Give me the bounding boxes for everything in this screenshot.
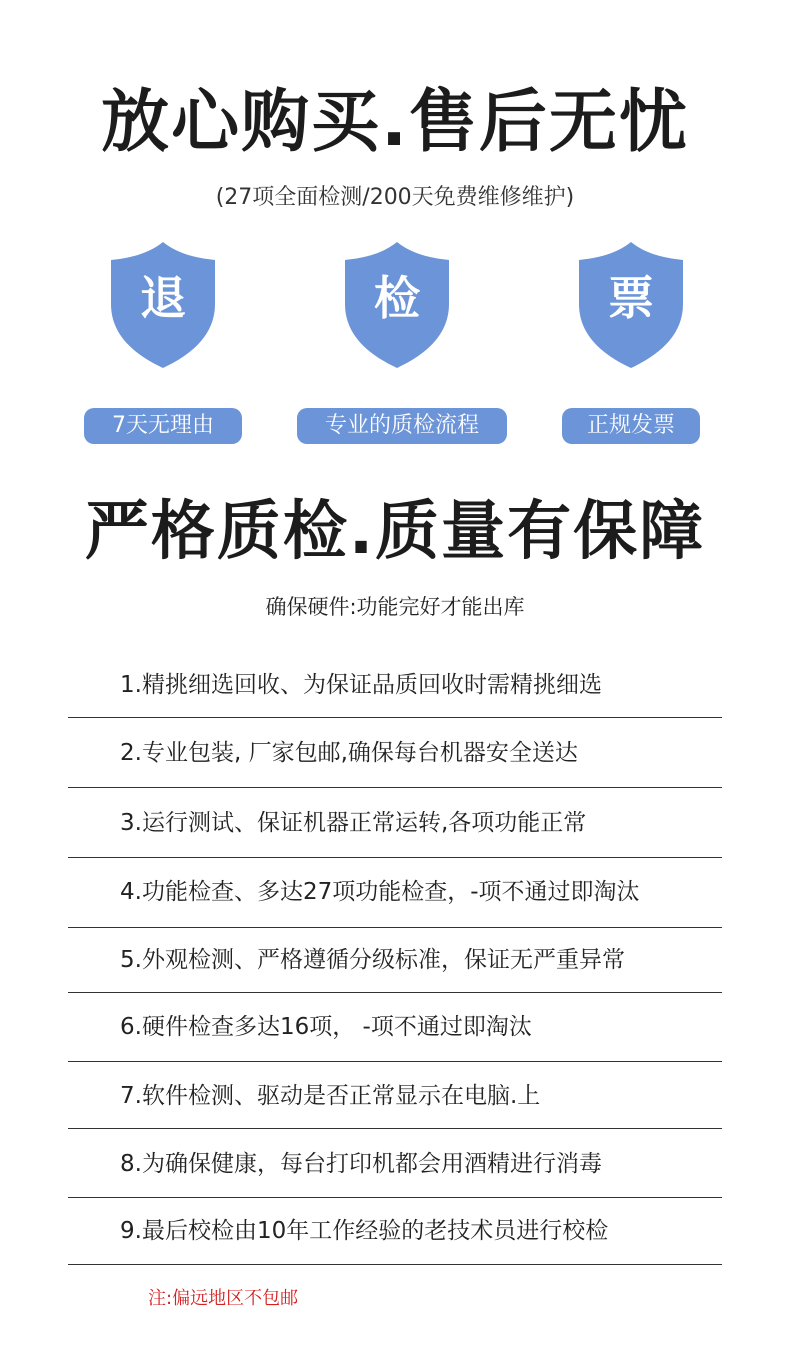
main-title: 放心购买.售后无忧 bbox=[101, 83, 689, 162]
divider bbox=[68, 787, 722, 788]
list-item: 4.功能检查、多达27项功能检查，-项不通过即淘汰 bbox=[120, 879, 640, 905]
list-item: 7.软件检测、驱动是否正常显示在电脑.上 bbox=[120, 1083, 541, 1109]
badge-label-return: 7天无理由 bbox=[84, 408, 242, 444]
list-item: 5.外观检测、严格遵循分级标准，保证无严重异常 bbox=[120, 947, 625, 973]
list-item: 1.精挑细选回收、为保证品质回收时需精挑细选 bbox=[120, 672, 602, 698]
section-subtitle: 确保硬件:功能完好才能出库 bbox=[265, 595, 525, 619]
shield-char-invoice: 票 bbox=[608, 271, 654, 325]
list-item: 9.最后校检由10年工作经验的老技术员进行校检 bbox=[120, 1218, 609, 1244]
divider bbox=[68, 927, 722, 928]
shield-char-inspect: 检 bbox=[374, 271, 420, 325]
list-item: 8.为确保健康，每台打印机都会用酒精进行消毒 bbox=[120, 1151, 602, 1177]
divider bbox=[68, 857, 722, 858]
list-item: 2.专业包装, 厂家包邮,确保每台机器安全送达 bbox=[120, 740, 578, 766]
divider bbox=[68, 1128, 722, 1129]
divider bbox=[68, 717, 722, 718]
divider bbox=[68, 992, 722, 993]
badge-label-inspect: 专业的质检流程 bbox=[297, 408, 507, 444]
shipping-note: 注:偏远地区不包邮 bbox=[148, 1288, 299, 1309]
divider bbox=[68, 1061, 722, 1062]
shield-char-return: 退 bbox=[140, 271, 186, 325]
shield-return bbox=[108, 240, 218, 370]
list-item: 3.运行测试、保证机器正常运转,各项功能正常 bbox=[120, 810, 587, 836]
list-item: 6.硬件检查多达16项， -项不通过即淘汰 bbox=[120, 1014, 532, 1040]
section-title: 严格质检.质量有保障 bbox=[84, 495, 706, 569]
badge-label-invoice: 正规发票 bbox=[562, 408, 700, 444]
shield-invoice bbox=[576, 240, 686, 370]
main-subtitle: (27项全面检测/200天免费维修维护) bbox=[215, 185, 575, 210]
divider bbox=[68, 1264, 722, 1265]
shield-inspect bbox=[342, 240, 452, 370]
divider bbox=[68, 1197, 722, 1198]
